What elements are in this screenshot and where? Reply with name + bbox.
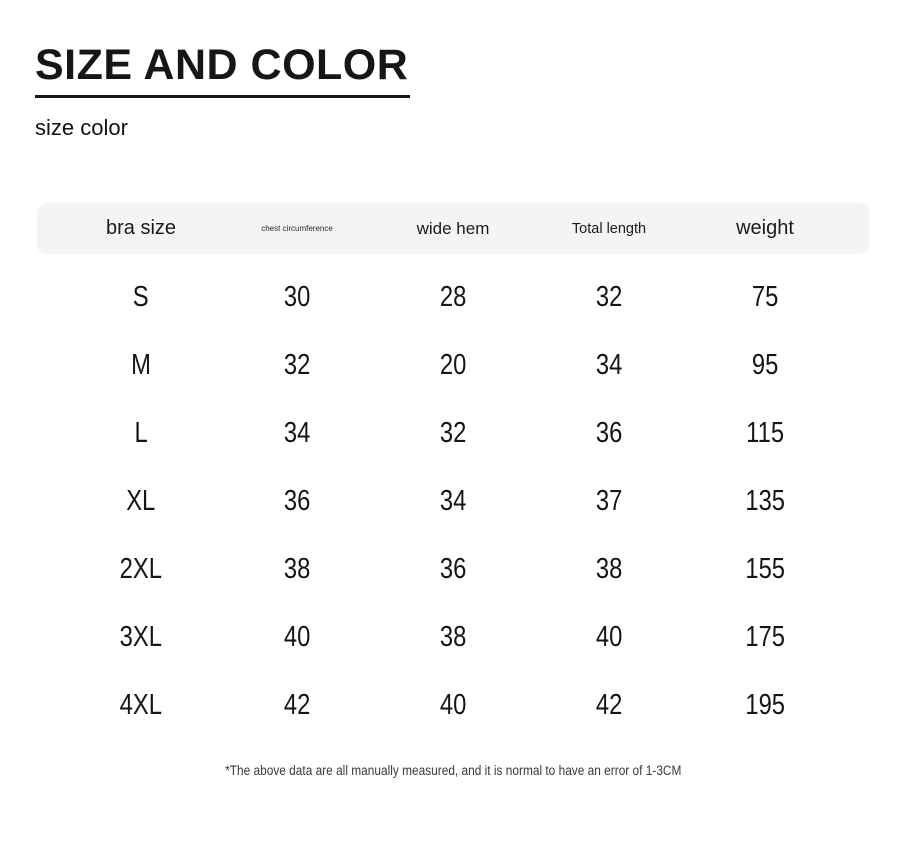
value-cell: 75 xyxy=(751,280,779,313)
size-cell: XL xyxy=(126,484,156,517)
value-cell: 135 xyxy=(745,484,785,517)
footnote xyxy=(0,763,906,778)
size-cell: 4XL xyxy=(119,688,163,721)
value-cell: 175 xyxy=(745,620,785,653)
value-cell: 36 xyxy=(439,552,467,585)
column-header-bra-size: bra size xyxy=(105,217,177,240)
column-header-total-length: Total length xyxy=(571,220,647,237)
value-cell: 28 xyxy=(439,280,467,313)
table-row xyxy=(37,467,869,535)
table-row xyxy=(37,603,869,671)
value-cell: 36 xyxy=(595,416,623,449)
value-cell: 38 xyxy=(439,620,467,653)
table-body xyxy=(37,263,869,739)
value-cell: 34 xyxy=(283,416,311,449)
column-header-wide-hem: wide hem xyxy=(416,218,490,238)
value-cell: 195 xyxy=(745,688,785,721)
value-cell: 40 xyxy=(595,620,623,653)
table-row xyxy=(37,263,869,331)
table-row xyxy=(37,399,869,467)
table-row xyxy=(37,671,869,739)
size-cell: 2XL xyxy=(119,552,163,585)
value-cell: 40 xyxy=(439,688,467,721)
value-cell: 32 xyxy=(595,280,623,313)
value-cell: 38 xyxy=(595,552,623,585)
value-cell: 32 xyxy=(439,416,467,449)
value-cell: 95 xyxy=(751,348,779,381)
value-cell: 155 xyxy=(745,552,785,585)
value-cell: 115 xyxy=(746,416,784,449)
table-header-row xyxy=(37,203,869,254)
size-cell: M xyxy=(131,348,151,381)
page-title: SIZE AND COLOR xyxy=(35,42,410,98)
size-cell: L xyxy=(134,416,148,449)
value-cell: 38 xyxy=(283,552,311,585)
footnote-text: *The above data are all manually measured, and it is normal to have an error of 1-3CM xyxy=(224,763,682,779)
value-cell: 37 xyxy=(595,484,623,517)
size-table xyxy=(37,203,869,739)
column-header-chest-circumference: chest circumference xyxy=(261,224,333,234)
value-cell: 42 xyxy=(283,688,311,721)
value-cell: 40 xyxy=(283,620,311,653)
value-cell: 30 xyxy=(283,280,311,313)
table-row xyxy=(37,331,869,399)
value-cell: 36 xyxy=(283,484,311,517)
value-cell: 32 xyxy=(283,348,311,381)
page-subtitle: size color xyxy=(35,115,128,141)
size-cell: S xyxy=(133,280,149,313)
value-cell: 34 xyxy=(439,484,467,517)
value-cell: 20 xyxy=(439,348,467,381)
value-cell: 42 xyxy=(595,688,623,721)
table-row xyxy=(37,535,869,603)
value-cell: 34 xyxy=(595,348,623,381)
size-cell: 3XL xyxy=(119,620,163,653)
column-header-weight: weight xyxy=(736,217,794,240)
